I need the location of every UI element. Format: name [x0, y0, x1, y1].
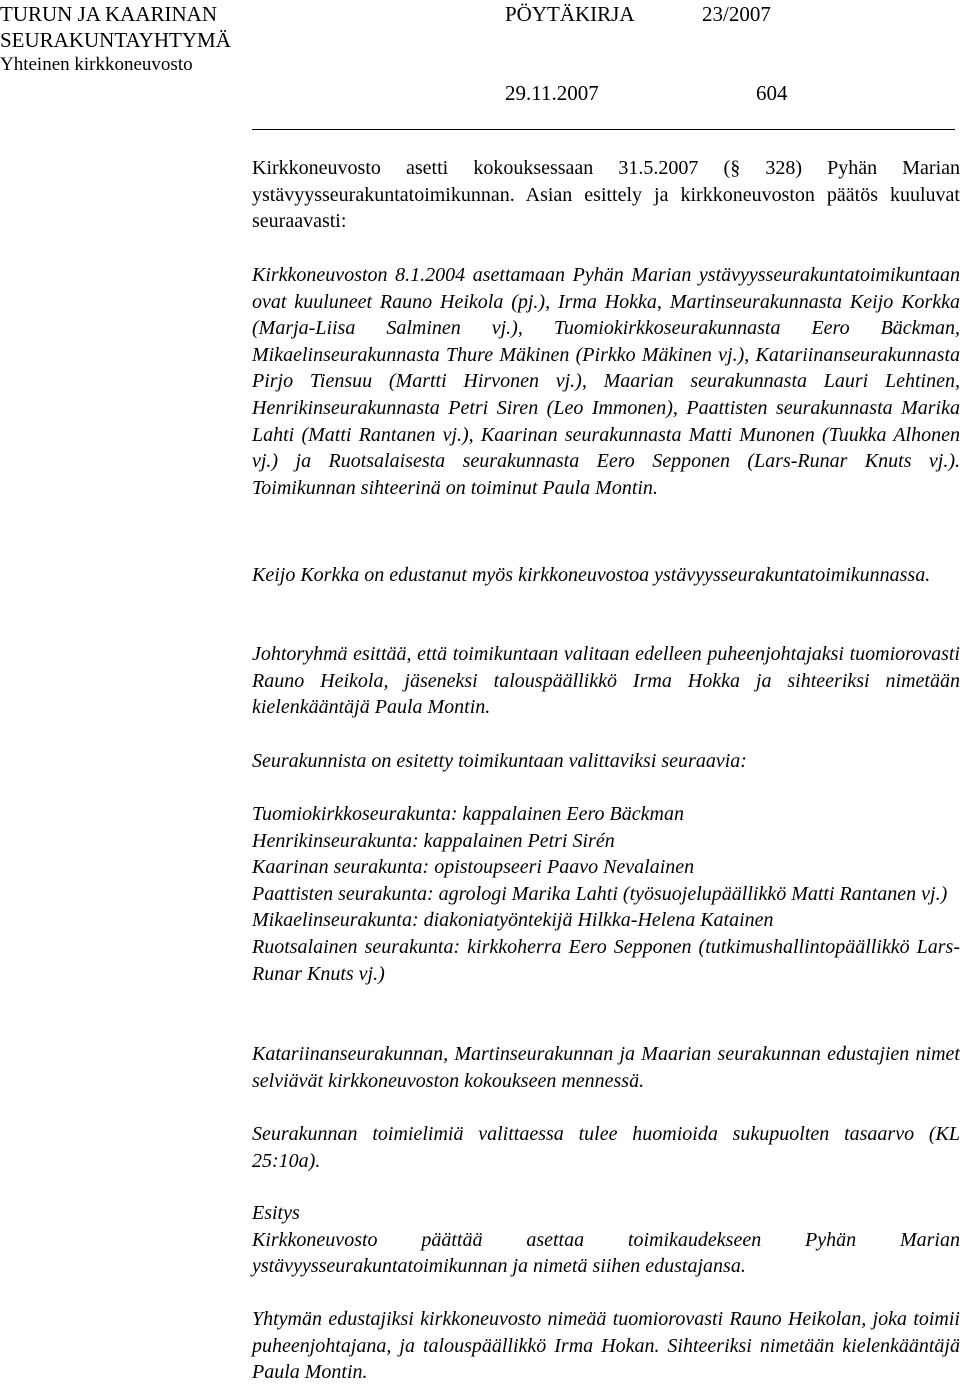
nominee-list: [252, 801, 960, 987]
document-type: PÖYTÄKIRJA: [505, 2, 635, 26]
nominees-intro-block: [252, 748, 960, 775]
list-item: Mikaelinseurakunta: diakoniatyöntekijä Hilkka-Helena Katainen: [252, 909, 774, 932]
list-item: Henrikinseurakunta: kappalainen Petri Sirén: [252, 829, 615, 852]
decision-block: [252, 1306, 960, 1386]
list-item: Tuomiokirkkoseurakunta: kappalainen Eero Bäckman: [252, 803, 684, 825]
committee-members-paragraph: Kirkkoneuvoston 8.1.2004 asettamaan Pyhän Marian ystävyysseurakuntatoimikuntaan ovat kuuluneet Rauno Heikola (pj.), Irma Hokka, Martinseurakunnasta Keijo Korkka (Marja-Liisa Salminen vj.), Tuomiokirkkoseurakunnasta Eero Bäckman, Mikaelinseurakunnasta Thure Mäkinen (Pirkko Mäkinen vj.), Katariinanseurakunnasta Pirjo Tiensuu (Martti Hirvonen vj.), Maarian seurakunnasta Lauri Lehtinen, Henrikinseurakunnasta Petri Siren (Leo Immonen), Paattisten seurakunnasta Marika Lahti (Matti Rantanen vj.), Kaarinan seurakunnasta Matti Munonen (Tuukka Alhonen vj.) ja Ruotsalaisesta seurakunnasta Eero Sepponen (Lars-Runar Knuts vj.). Toimikunnan sihteerinä on toiminut Paula Montin.: [252, 264, 960, 499]
page-number: 604: [756, 81, 788, 105]
document-number: 23/2007: [702, 2, 771, 26]
header-divider: [252, 129, 955, 130]
pending-names-block: [252, 1041, 960, 1094]
document-header: [0, 0, 960, 140]
representative-paragraph: Keijo Korkka on edustanut myös kirkkoneuvostoa ystävyysseurakuntatoimikunnassa.: [252, 564, 931, 586]
gender-equality-paragraph: Seurakunnan toimielimiä valittaessa tulee huomioida sukupuolten tasaarvo (KL 25:10a).: [252, 1123, 960, 1172]
representative-paragraph-block: [252, 562, 960, 589]
org-name-line2: SEURAKUNTAYHTYMÄ: [0, 28, 231, 52]
list-item: Kaarinan seurakunta: opistoupseeri Paavo Nevalainen: [252, 856, 695, 879]
esitys-text: Kirkkoneuvosto päättää asettaa toimikaudekseen Pyhän Marian ystävyysseurakuntatoimikunnan ja nimetä siihen edustajansa.: [252, 1228, 960, 1278]
esitys-block: [252, 1200, 960, 1280]
decision-paragraph: Yhtymän edustajiksi kirkkoneuvosto nimeää tuomiorovasti Rauno Heikolan, joka toimii puheenjohtajana, ja talouspäällikkö Irma Hokan. Sihteeriksi nimetään kielenkääntäjä Paula Montin.: [252, 1308, 960, 1384]
list-item: Ruotsalainen seurakunta: kirkkoherra Eero Sepponen (tutkimushallintopäällikkö Lars-Runar Knuts vj.): [252, 935, 960, 985]
pending-names-paragraph: Katariinanseurakunnan, Martinseurakunnan ja Maarian seurakunnan edustajien nimet selviävät kirkkoneuvoston kokoukseen mennessä.: [252, 1043, 960, 1092]
org-name-line1: TURUN JA KAARINAN: [0, 2, 218, 26]
org-name-line3: Yhteinen kirkkoneuvosto: [0, 54, 193, 75]
presentation-section: [252, 262, 960, 501]
nominees-intro: Seurakunnista on esitetty toimikuntaan valittaviksi seuraavia:: [252, 750, 747, 772]
management-proposal-paragraph: Johtoryhmä esittää, että toimikuntaan valitaan edelleen puheenjohtajaksi tuomiorovasti Rauno Heikola, jäseneksi talouspäällikkö Irma Hokka ja sihteeriksi nimetään kielenkääntäjä Paula Montin.: [252, 643, 960, 719]
proposal-paragraph-block: [252, 641, 960, 721]
intro-paragraph: [252, 155, 960, 235]
equality-block: [252, 1121, 960, 1174]
esitys-heading: Esitys: [252, 1202, 300, 1224]
document-date: 29.11.2007: [505, 81, 599, 105]
list-item: Paattisten seurakunta: agrologi Marika Lahti (työsuojelupäällikkö Matti Rantanen vj.): [252, 882, 948, 905]
intro-text: Kirkkoneuvosto asetti kokouksessaan 31.5.2007 (§ 328) Pyhän Marian ystävyysseurakuntatoimikunnan. Asian esittely ja kirkkoneuvoston päätös kuuluvat seuraavasti:: [252, 157, 960, 233]
